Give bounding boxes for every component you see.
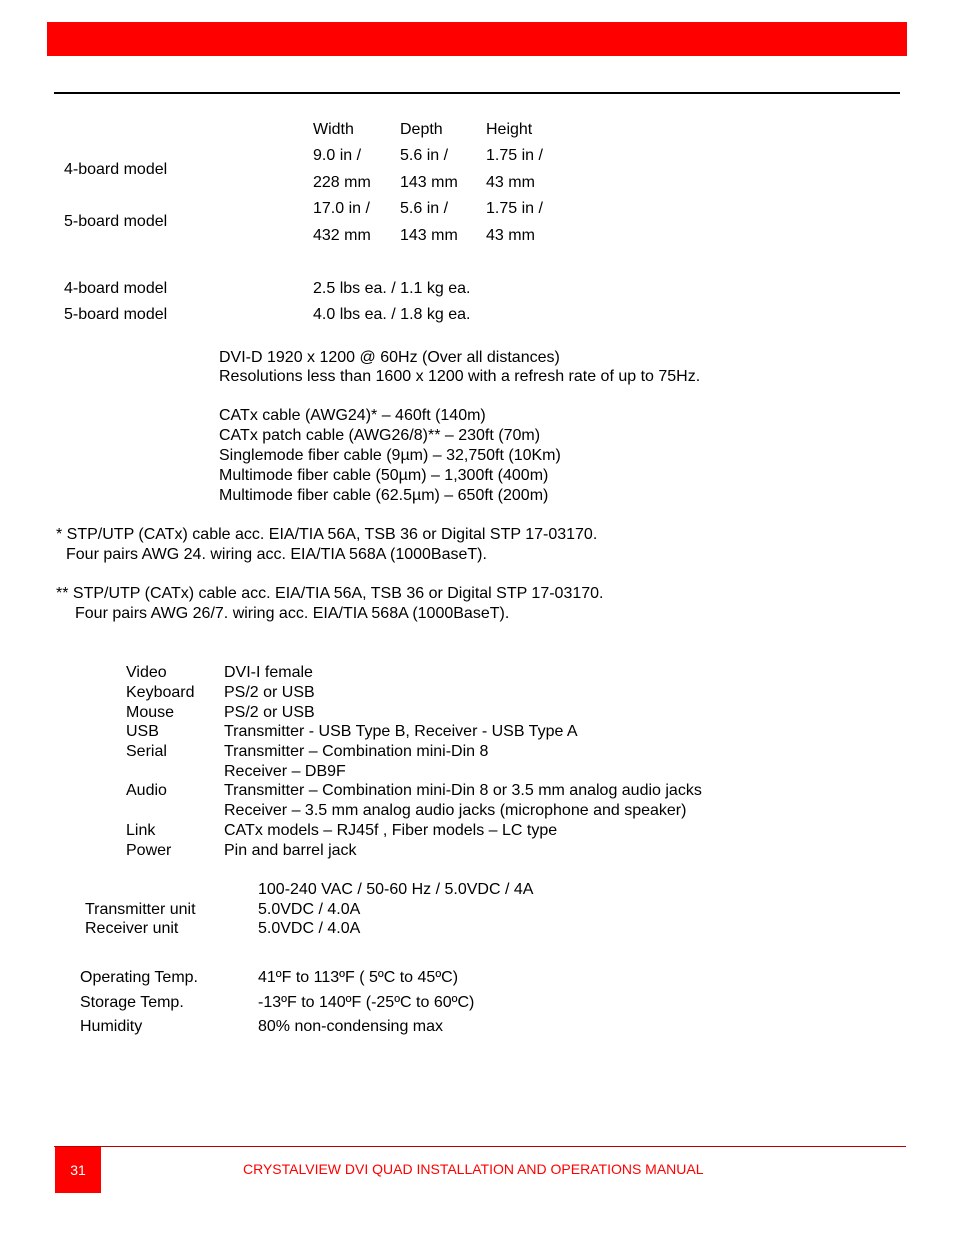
note-line: * STP/UTP (CATx) cable acc. EIA/TIA 56A, TSB 36 or Digital STP 17-03170. (56, 526, 598, 543)
distance-line: Multimode fiber cable (50µm) – 1,300ft (400m) (219, 467, 549, 484)
resolution-line: Resolutions less than 1600 x 1200 with a refresh rate of up to 75Hz. (219, 368, 701, 385)
connector-value: Transmitter – Combination mini-Din 8 or 3.5 mm analog audio jacks (224, 782, 702, 799)
dimensions-cell: 1.75 in / (486, 200, 543, 217)
header-divider (54, 92, 900, 94)
connector-value: CATx models – RJ45f , Fiber models – LC type (224, 822, 558, 839)
power-value: 5.0VDC / 4.0A (258, 901, 361, 918)
header-bar (47, 22, 907, 56)
note-line: Four pairs AWG 24. wiring acc. EIA/TIA 568A (1000BaseT). (66, 546, 487, 563)
environment-value: 41ºF to 113ºF ( 5ºC to 45ºC) (258, 969, 459, 986)
dimensions-cell: 143 mm (400, 174, 458, 191)
dimensions-row-label: 4-board model (64, 161, 168, 178)
environment-value: -13ºF to 140ºF (-25ºC to 60ºC) (258, 994, 475, 1011)
weight-value: 4.0 lbs ea. / 1.8 kg ea. (313, 306, 471, 323)
connector-value: Receiver – DB9F (224, 763, 346, 780)
note-line: ** STP/UTP (CATx) cable acc. EIA/TIA 56A, TSB 36 or Digital STP 17-03170. (56, 585, 604, 602)
dimensions-cell: 17.0 in / (313, 200, 370, 217)
connector-label: USB (126, 723, 159, 740)
dimensions-cell: 9.0 in / (313, 147, 362, 164)
connector-label: Power (126, 842, 172, 859)
dimensions-cell: 143 mm (400, 227, 458, 244)
dimensions-cell: 1.75 in / (486, 147, 543, 164)
page-number-box (55, 1147, 101, 1193)
dimensions-header-width: Width (313, 121, 354, 138)
footer-title: CRYSTALVIEW DVI QUAD INSTALLATION AND OPERATIONS MANUAL (243, 1161, 704, 1177)
dimensions-header-depth: Depth (400, 121, 443, 138)
connector-value: Transmitter – Combination mini-Din 8 (224, 743, 489, 760)
power-label: Transmitter unit (85, 901, 196, 918)
connector-value: DVI-I female (224, 664, 313, 681)
connector-label: Link (126, 822, 156, 839)
note-line: Four pairs AWG 26/7. wiring acc. EIA/TIA 568A (1000BaseT). (75, 605, 510, 622)
connector-label: Keyboard (126, 684, 195, 701)
distance-line: CATx cable (AWG24)* – 460ft (140m) (219, 407, 486, 424)
connector-value: PS/2 or USB (224, 704, 315, 721)
environment-label: Humidity (80, 1018, 143, 1035)
environment-label: Storage Temp. (80, 994, 184, 1011)
weight-value: 2.5 lbs ea. / 1.1 kg ea. (313, 280, 471, 297)
dimensions-cell: 228 mm (313, 174, 371, 191)
dimensions-cell: 432 mm (313, 227, 371, 244)
connector-value: Receiver – 3.5 mm analog audio jacks (microphone and speaker) (224, 802, 687, 819)
distance-line: Singlemode fiber cable (9µm) – 32,750ft (10Km) (219, 447, 561, 464)
power-input: 100-240 VAC / 50-60 Hz / 5.0VDC / 4A (258, 881, 534, 898)
distance-line: Multimode fiber cable (62.5µm) – 650ft (200m) (219, 487, 549, 504)
power-label: Receiver unit (85, 920, 179, 937)
environment-label: Operating Temp. (80, 969, 198, 986)
dimensions-cell: 43 mm (486, 174, 535, 191)
footer-divider (54, 1146, 906, 1147)
distance-line: CATx patch cable (AWG26/8)** – 230ft (70m) (219, 427, 541, 444)
weight-label: 5-board model (64, 306, 168, 323)
power-value: 5.0VDC / 4.0A (258, 920, 361, 937)
dimensions-row-label: 5-board model (64, 213, 168, 230)
environment-value: 80% non-condensing max (258, 1018, 444, 1035)
connector-label: Mouse (126, 704, 175, 721)
weight-label: 4-board model (64, 280, 168, 297)
connector-value: Transmitter - USB Type B, Receiver - USB Type A (224, 723, 578, 740)
connector-label: Audio (126, 782, 167, 799)
dimensions-cell: 5.6 in / (400, 200, 449, 217)
resolution-line: DVI-D 1920 x 1200 @ 60Hz (Over all distances) (219, 349, 560, 366)
dimensions-cell: 5.6 in / (400, 147, 449, 164)
connector-value: Pin and barrel jack (224, 842, 357, 859)
page-number: 31 (70, 1162, 86, 1178)
dimensions-cell: 43 mm (486, 227, 535, 244)
connector-value: PS/2 or USB (224, 684, 315, 701)
dimensions-header-height: Height (486, 121, 533, 138)
connector-label: Serial (126, 743, 167, 760)
connector-label: Video (126, 664, 167, 681)
